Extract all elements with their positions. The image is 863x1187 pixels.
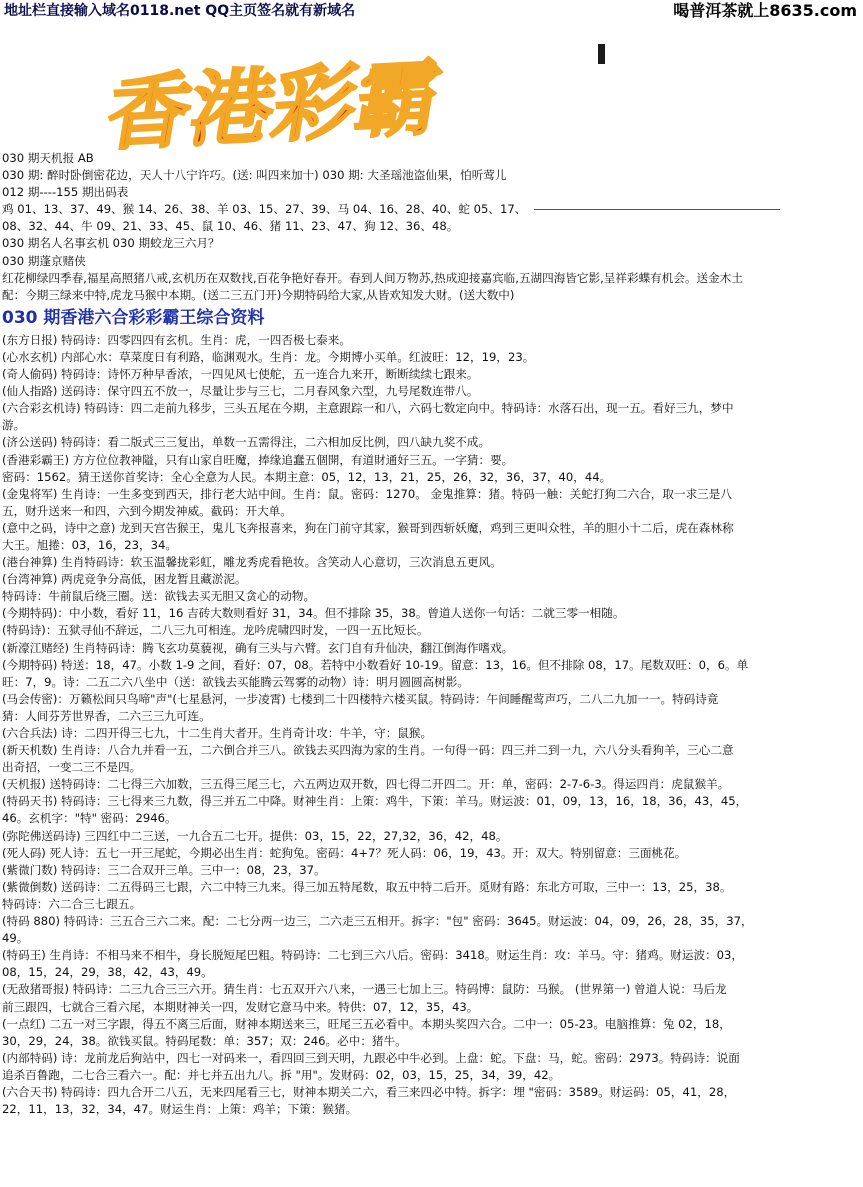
- intro-line-3-text: 鸡 01、13、37、49、猴 14、26、38、羊 03、15、27、39、马 04、16、28、40、蛇 05、17、: [2, 202, 527, 217]
- content-line: (内部特码) 诗：龙前龙后狗站中，四七一对码来一，看四回三到天明，九跟必中牛必到。上盘：蛇。下盘：马，蛇。密码：2973。特码诗：说面: [2, 1050, 740, 1065]
- intro-line-3: [2, 201, 858, 218]
- intro-line-4: 08、32、44、牛 09、21、33、45、鼠 10、46、猪 11、23、47、狗 12、36、48。: [2, 219, 459, 234]
- content-line: 旺：7，9。诗：二五二六八坐中（送：欲钱去买能腾云驾雾的动物）诗：明月圆圆高树影。: [2, 674, 469, 689]
- content-line: (特码天书) 特码诗：三七得来三九数，得三并五二中降。财神生肖：上策：鸡牛，下策：羊马。财运波：01，09，13，16，18，36，43，45，: [2, 794, 748, 809]
- header-left-text[interactable]: 地址栏直接输入域名0118.net QQ主页签名就有新域名: [4, 3, 356, 19]
- content-line: (金鬼将军) 生肖诗：一生多变到西天，排行老大站中间。生肖：鼠。密码：1270。 金鬼推算：猪。特码一触：关蛇打狗二六合，取一求三是八: [2, 486, 732, 501]
- content-line: (天机报) 送特码诗：二七得三六加数，三五得三尾三七，六五两边双开数，四七得二开四二。开：单，密码：2-7-6-3。得运四肖：虎鼠猴羊。: [2, 777, 730, 792]
- intro-line-1: 030 期: 醉时卧倒密花边，天人十八宁许巧。(送: 叫四来加十) 030 期: 大圣瑶池盗仙果，怕听莺儿: [2, 168, 507, 183]
- content-line: (新濠江赌经) 生肖特码诗：腾飞玄功莫藐视，确有三头与六臂。玄门自有升仙决，翻江倒海作嗜戏。: [2, 640, 514, 655]
- content-line: (心水玄机) 内部心水：草菜度日有利路，临渊观水。生肖：龙。今期博小买单。红波旺：12，19，23。: [2, 349, 535, 364]
- content-line: (弥陀佛送码诗) 三四红中二三送，一九合五二七开。提供：03，15，22，27,32，36，42，48。: [2, 828, 508, 843]
- red-underline: [534, 209, 780, 210]
- content-line: 22，11，13，32，34，47。财运生肖：上策：鸡羊；下策：猴猪。: [2, 1102, 358, 1117]
- content-line: (香港彩霸王) 方方位位教神隘，只有山家自旺魔，捧缘追蠢五個開，有道財通好三五。一字猜：要。: [2, 452, 514, 467]
- article-body: [2, 150, 858, 1118]
- content-line: (奇人偷码) 特码诗：诗怀万种早香浓，一四见风七使舵，五一连合九来开，断断续续七跟来。: [2, 367, 479, 382]
- intro-line-8: 配：今期三绿来中特,虎龙马猴中本期。(送二三五门开)今期特码给大家,从皆欢知发大财。(送大数中): [2, 287, 515, 302]
- content-line: 追杀百鲁跑，二七合三看六一。配：并七并五出九八。拆 "用"。发财码：02，03，15，25，34，39，42。: [2, 1067, 561, 1082]
- content-line: (台湾神算) 两虎竞争分高低，困龙暂且藏淤泥。: [2, 572, 247, 587]
- section-title: 030 期香港六合彩彩霸王综合资料: [2, 307, 265, 328]
- content-line: (特码 880) 特码诗：三五合三六二来。配：二七分两一边三，二六走三五相开。拆字："包" 密码：3645。财运波：04，09，26，28，35，37，: [2, 914, 753, 929]
- intro-line-5: 030 期名人名事玄机 030 期蛟龙三六月？: [2, 236, 220, 251]
- content-line: (今期特码) 特送：18，47。小数 1-9 之间，看好：07，08。若特中小数看好 10-19。留意：13，16。但不排除 08，17。尾数双旺：0，6。单: [2, 657, 749, 672]
- content-line: (仙人指路) 送码诗：保守四五不放一，尽量让步与三七，二月春风象六型，九号尾数连带八。: [2, 384, 479, 399]
- content-line: 30，29，24，38。欲钱买鼠。特码尾数：单：357；双：246。必中：猪牛。: [2, 1033, 407, 1048]
- header-right-text[interactable]: 喝普洱茶就上8635.com: [673, 1, 857, 20]
- content-line: (东方日报) 特码诗：四零四四有玄机。生肖：虎，一四否极七泰来。: [2, 332, 351, 347]
- content-line: (无敌猪哥报) 特码诗：二三九合三三六开。猜生肖：七五双开六八来，一遇三七加上三。特码博：鼠防：马猴。 (世界第一) 曾道人说：马后龙: [2, 982, 727, 997]
- content-line: 密码：1562。猜王送你首奖诗：全心全意为人民。本期主意：05，12，13，21，25，26，32，36，37，40，44。: [2, 469, 612, 484]
- content-line: (今期特码)：中小数，看好 11，16 吉砖大数则看好 31，34。但不排除 35，38。曾道人送你一句话：二就三零一相随。: [2, 606, 625, 621]
- intro-line-0: 030 期天机报 AB: [2, 151, 94, 165]
- content-line: 出奇招，一变二三不是四。: [2, 760, 142, 775]
- content-line: (六合兵法) 诗：二四开得三七九，十二生肖大者开。生肖奇计攻：牛羊，守：鼠猴。: [2, 726, 433, 740]
- banner: [0, 22, 863, 150]
- content-line: 49。: [2, 931, 29, 946]
- top-header: [0, 0, 863, 22]
- content-line: (济公送码) 特码诗：看二版式三三复出，单数一五需得注，二六相加反比例，四八缺九奖不成。: [2, 435, 491, 450]
- content-line: (紫微倒数) 送码诗：二五得码三七跟，六二中特三九来。得三加五特尾数，取五中特二后开。觅财有路：东北方可取，三中一：13，25，38。: [2, 879, 732, 894]
- banner-title: 香港彩霸: [100, 48, 448, 150]
- intro-line-2: 012 期----155 期出码表: [2, 185, 129, 200]
- content-line: 特码诗：六二合三七跟五。: [2, 896, 142, 911]
- content-line: (一点红) 二五一对三字跟，得五不离三后面，财神本期送来三，旺尾三五必看中。本期头奖四六合。二中一：05-23。电脑推算：兔 02，18，: [2, 1016, 731, 1031]
- banner-dark-mark: [598, 44, 605, 64]
- content-line: (紫微门数) 特码诗：三二合双开三单。三中一：08，23，37。: [2, 862, 326, 877]
- content-line: (六合彩玄机诗) 特码诗：四二走前九移步，三头五尾在今期，主意跟踪一和八，六码七数定向中。特码诗：水落石出，现一五。看好三九，梦中: [2, 401, 734, 416]
- banner-logo: [0, 22, 863, 150]
- content-line: 五，财升送来一和四，六到今期发神威。截码：开大单。: [2, 503, 292, 518]
- content-line: (意中之码，诗中之意) 龙到天宫告猴王，鬼儿飞奔报喜来，狗在门前守其家，猴哥到西斩妖魔，鸡到三更叫众牲，羊的胆小十二后，虎在森林称: [2, 520, 734, 535]
- content-line: 游。: [2, 418, 26, 433]
- content-line: (特码王) 生肖诗：不相马来不相牛，身长脱短尾巴粗。特码诗：二七到三六八后。密码：3418。财运生肖：攻：羊马。守：猪鸡。财运波：03，: [2, 948, 744, 963]
- content-line: (马会传密)：万籁松间只鸟啼"声"(七星悬河，一步凌霄) 七楼到二十四楼特六楼买鼠。特码诗：午间睡醒莺声巧，二八二九加一一。特码诗竟: [2, 691, 719, 706]
- intro-line-6: 030 期蓬京赌侠: [2, 253, 86, 268]
- content-line: (死人码) 死人诗：五七一开三尾蛇，今期必出生肖：蛇狗兔。密码：4+7？死人码：06，19，43。开：双大。特别留意：三面桃花。: [2, 845, 687, 860]
- content-line: 前三跟四，七就合三看六尾，本期财神关一四，发财它意马中来。特供：07，12，35，43。: [2, 999, 479, 1014]
- content-line: (新天机数) 生肖诗：八合九并看一五，二六倒合并三八。欲钱去买四海为家的生肖。一句得一码：四三并二到一九，六八分头看狗羊，三心二意: [2, 743, 734, 758]
- content-line: (特码诗)：五狱寻仙不辞远，二八三九可相连。龙吟虎啸四时发，一四一五比短长。: [2, 623, 429, 638]
- content-lines: [2, 332, 858, 1118]
- intro-line-7: 红花柳绿四季春,福星高照猪八戒,玄机历在双数找,百花争艳好春开。春到人间万物苏,热成迎接嘉宾临,五湖四海皆它影,呈祥彩蝶有机会。送金木土: [2, 270, 743, 285]
- content-line: 08，15，24，29，38，42，43，49。: [2, 965, 213, 980]
- content-line: 特码诗：牛前鼠后绕三圈。送：欲钱去买无胆又贪心的动物。: [2, 589, 316, 604]
- content-line: (港台神算) 生肖特码诗：软玉温馨拢彩虹，雕龙秀虎看艳妆。含笑动人心意切，三次消息五更风。: [2, 555, 502, 570]
- content-line: 大王。旭捲：03，16，23，34。: [2, 537, 177, 552]
- content-line: (六合天书) 特码诗：四九合开二八五，无来四尾看三七，财神本期关二六，看三来四必中特。拆字：埋 "密码：3589。财运码：05，41，28，: [2, 1084, 736, 1099]
- content-line: 猜：人间芬芳世界香，二六三三九可连。: [2, 708, 211, 723]
- content-line: 46。玄机字："特" 密码：2946。: [2, 811, 177, 826]
